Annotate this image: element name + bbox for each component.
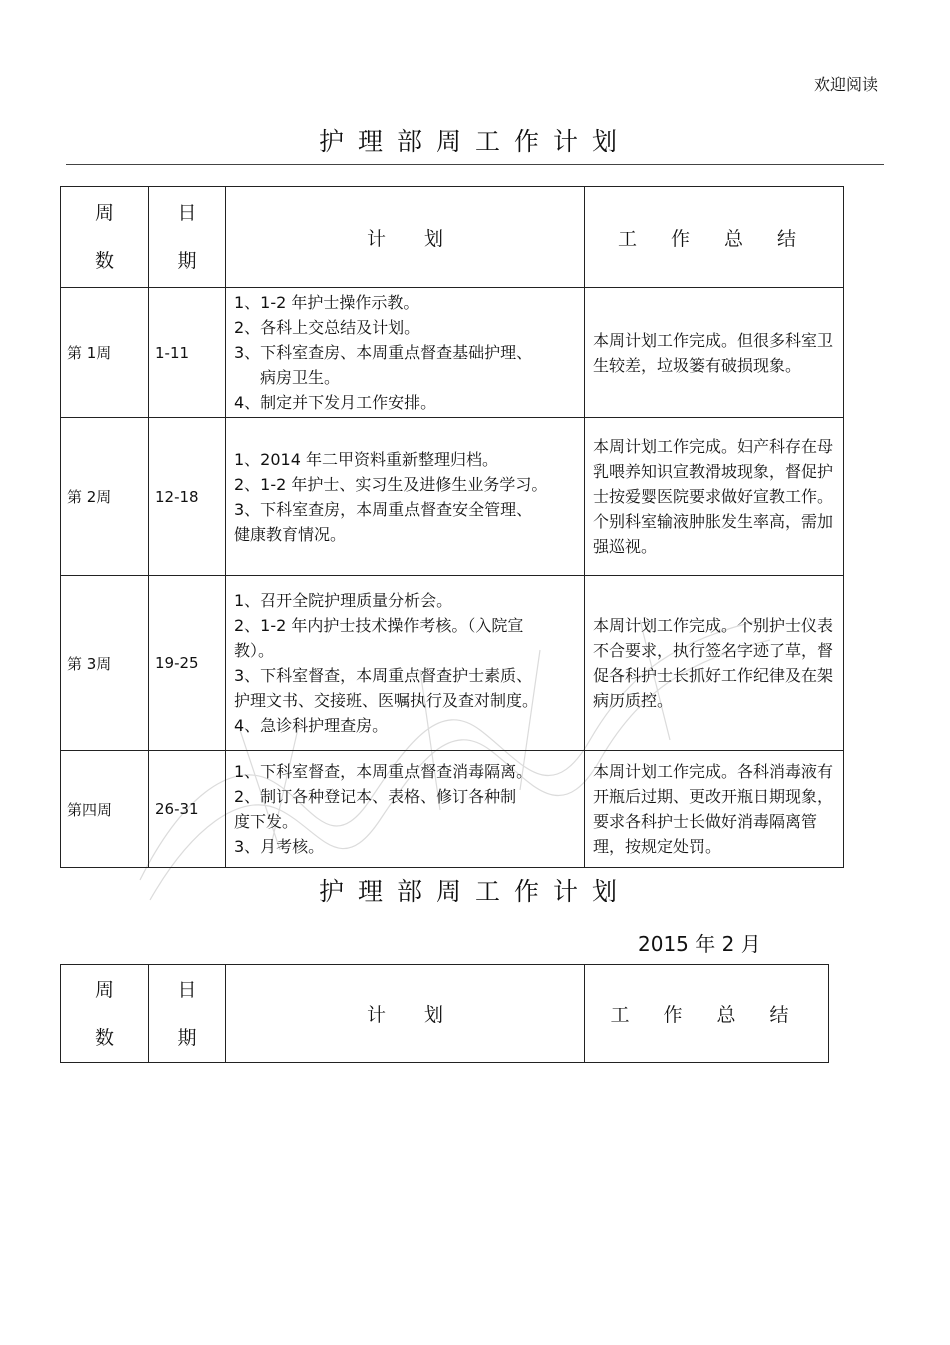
second-plan-table [60, 964, 829, 1063]
table-row [61, 418, 844, 576]
header-plan: 计 划 [226, 965, 585, 1063]
plan-line: 1、2014 年二甲资料重新整理归档。 [234, 449, 498, 469]
header-week [61, 965, 149, 1063]
table-header-row [61, 187, 844, 288]
plan-line: 1、召开全院护理质量分析会。 [234, 591, 453, 610]
plan-line: 2、1-2 年内护士技术操作考核。（入院宣 [234, 616, 524, 635]
plan-line: 2、制订各种登记本、表格、修订各种制 [234, 787, 517, 806]
table-row [61, 576, 844, 751]
plan-line: 4、制定并下发月工作安排。 [234, 393, 437, 412]
week-cell: 第 1周 [61, 288, 149, 418]
header-date [149, 965, 226, 1063]
date-cell: 26-31 [149, 751, 226, 868]
plan-line: 教）。 [234, 641, 275, 660]
header-summary: 工 作 总 结 [585, 965, 829, 1063]
plan-line: 健康教育情况。 [234, 524, 347, 544]
page-title: 护理部周工作计划 [318, 127, 631, 156]
header-week-bottom: 数 [94, 1026, 114, 1049]
week-cell: 第 3周 [61, 576, 149, 751]
second-page-title: 护理部周工作计划 [318, 877, 631, 906]
header-date-bottom: 期 [177, 250, 197, 272]
header-week-top: 周 [94, 978, 114, 1001]
plan-cell [226, 576, 585, 751]
week-cell: 第四周 [61, 751, 149, 868]
header-plan: 计 划 [226, 187, 585, 288]
plan-cell [226, 418, 585, 576]
header-week-top: 周 [94, 202, 114, 224]
plan-line: 3、下科室查房、本周重点督查基础护理、 [234, 343, 533, 362]
plan-line: 护理文书、交接班、医嘱执行及查对制度。 [234, 691, 539, 710]
plan-line: 1、下科室督查，本周重点督查消毒隔离。 [234, 762, 533, 781]
plan-cell [226, 288, 585, 418]
week-cell: 第 2周 [61, 418, 149, 576]
plan-line: 度下发。 [234, 812, 299, 831]
summary-cell: 本周计划工作完成。但很多科室卫生较差，垃圾篓有破损现象。 [585, 288, 844, 418]
plan-line: 3、下科室查房，本周重点督查安全管理、 [234, 499, 533, 519]
plan-cell [226, 751, 585, 868]
date-cell: 12-18 [149, 418, 226, 576]
plan-line: 1、1-2 年护士操作示教。 [234, 293, 420, 312]
table-row [61, 751, 844, 868]
header-date-top: 日 [177, 202, 197, 224]
header-date-top: 日 [177, 978, 197, 1001]
plan-line: 3、下科室督查，本周重点督查护士素质、 [234, 666, 533, 685]
plan-line: 病房卫生。 [260, 368, 341, 387]
header-date-bottom: 期 [177, 1026, 197, 1049]
date-cell: 1-11 [149, 288, 226, 418]
date-cell: 19-25 [149, 576, 226, 751]
table-header-row [61, 965, 829, 1063]
summary-cell: 本周计划工作完成。妇产科存在母乳喂养知识宣教滑坡现象，督促护士按爱婴医院要求做好宣教工作。个别科室输液肿胀发生率高，需加强巡视。 [585, 418, 844, 576]
header-week [61, 187, 149, 288]
summary-cell: 本周计划工作完成。各科消毒液有开瓶后过期、更改开瓶日期现象，要求各科护士长做好消毒隔离管理，按规定处罚。 [585, 751, 844, 868]
title-underline [66, 164, 884, 165]
table-row [61, 288, 844, 418]
month-date: 2015 年 2 月 [638, 932, 761, 956]
plan-line: 4、急诊科护理查房。 [234, 716, 389, 735]
plan-line: 2、各科上交总结及计划。 [234, 318, 421, 337]
header-date [149, 187, 226, 288]
header-note: 欢迎阅读 [813, 75, 878, 94]
weekly-plan-table [60, 186, 844, 868]
header-summary: 工 作 总 结 [585, 187, 844, 288]
plan-line: 3、月考核。 [234, 837, 325, 856]
header-week-bottom: 数 [94, 250, 114, 272]
plan-line: 2、1-2 年护士、实习生及进修生业务学习。 [234, 474, 548, 494]
summary-cell: 本周计划工作完成。个别护士仪表不合要求，执行签名字迹了草，督促各科护士长抓好工作纪律及在架病历质控。 [585, 576, 844, 751]
